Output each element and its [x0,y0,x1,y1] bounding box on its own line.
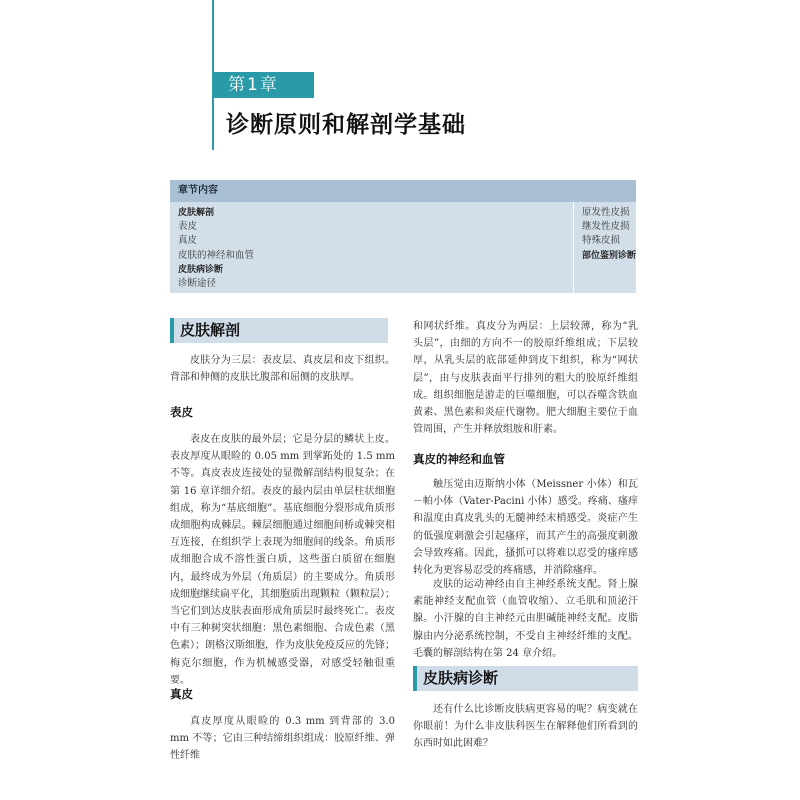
contents-item: 表皮 [178,221,198,233]
subheading-epidermis: 表皮 [170,405,193,419]
contents-item: 皮肤的神经和血管 [178,249,255,261]
subheading-nerves-vessels: 真皮的神经和血管 [413,452,505,466]
contents-right-list [582,206,636,263]
subheading-dermis: 真皮 [170,687,193,701]
dermis-continued-paragraph: 和网状纤维。真皮分为两层：上层较薄，称为“乳头层”，由细的方向不一的胶原纤维组成；下层较厚，从乳头层的底部延伸到皮下组织，称为“网状层”，由与皮肤表面平行排列的粗大的胶原纤维组成。组织细胞是游走的巨噬细胞，可以吞噬含铁血黄素、黑色素和炎症代谢物。肥大细胞主要位于血管周围，产生并释放组胺和肝素。 [413,321,638,436]
contents-item: 真皮 [178,235,198,247]
nerves-paragraph-2: 皮肤的运动神经由自主神经系统支配。肾上腺素能神经支配血管（血管收缩）、立毛肌和顶泌汗腺。小汗腺的自主神经元由胆碱能神经支配。皮脂腺由内分泌系统控制，不受自主神经纤维的支配。毛囊的解剖结构在第 24 章介绍。 [413,579,638,659]
contents-heading: 章节内容 [170,180,636,202]
contents-left-list [178,206,254,291]
nerves-paragraph-1: 触压觉由迈斯纳小体（Meissner 小体）和瓦－帕小体（Vater-Pacini 小体）感受。疼痛、瘙痒和温度由真皮乳头的无髓神经末梢感受。炎症产生的低强度刺激会引起瘙痒，而其产生的高强度刺激会导致疼痛。因此，搔抓可以将难以忍受的瘙痒感转化为更容易忍受的疼痛感，并消除瘙痒。 [413,479,638,577]
chapter-contents-box [170,180,636,293]
contents-item: 皮肤病诊断 [178,264,224,275]
contents-item: 部位鉴别诊断 [582,250,637,261]
contents-item: 原发性皮损 [582,207,630,218]
contents-item: 继发性皮损 [582,221,630,233]
section-heading-diagnosis: 皮肤病诊断 [413,666,638,691]
anatomy-intro-paragraph: 皮肤分为三层：表皮层、真皮层和皮下组织。背部和伸侧的皮肤比腹部和屈侧的皮肤厚。 [170,355,395,384]
dermis-paragraph: 真皮厚度从眼睑的 0.3 mm 到背部的 3.0 mm 不等；它由三种结缔组织组成：胶原纤维、弹性纤维 [170,716,395,762]
contents-item: 诊断途径 [178,278,217,290]
section-heading-skin-anatomy: 皮肤解剖 [170,318,388,343]
chapter-number: 第1章 [214,72,314,98]
epidermis-paragraph: 表皮在皮肤的最外层；它是分层的鳞状上皮。表皮厚度从眼睑的 0.05 mm 到掌跖处的 1.5 mm 不等。真皮表皮连接处的显微解剖结构很复杂；在第 16 章详细介绍。表皮的最内层由单层柱状细胞组成，称为“基底细胞”。基底细胞分裂形成角质形成细胞构成棘层。棘层细胞通过细胞间桥或棘突相互连接，在组织学上表现为细胞间的线条。角质形成细胞合成不溶性蛋白质，这些蛋白质留在细胞内，最终成为外层（角质层）的主要成分。角质形成细胞继续扁平化，其细胞质出现颗粒（颗粒层）；当它们到达皮肤表面形成角质层时最终死亡。表皮中有三种树突状细胞：黑色素细胞、合成色素（黑色素）；朗格汉斯细胞，作为皮肤免疫反应的先锋；梅克尔细胞，作为机械感受器，对感受轻触很重要。 [170,434,395,686]
diagnosis-paragraph: 还有什么比诊断皮肤病更容易的呢？病变就在你眼前！为什么非皮肤科医生在解释他们所看到的东西时如此困难？ [413,704,638,750]
contents-divider [573,202,574,293]
chapter-title: 诊断原则和解剖学基础 [226,112,466,138]
contents-item: 皮肤解剖 [178,208,215,218]
contents-item: 特殊皮损 [582,235,621,247]
